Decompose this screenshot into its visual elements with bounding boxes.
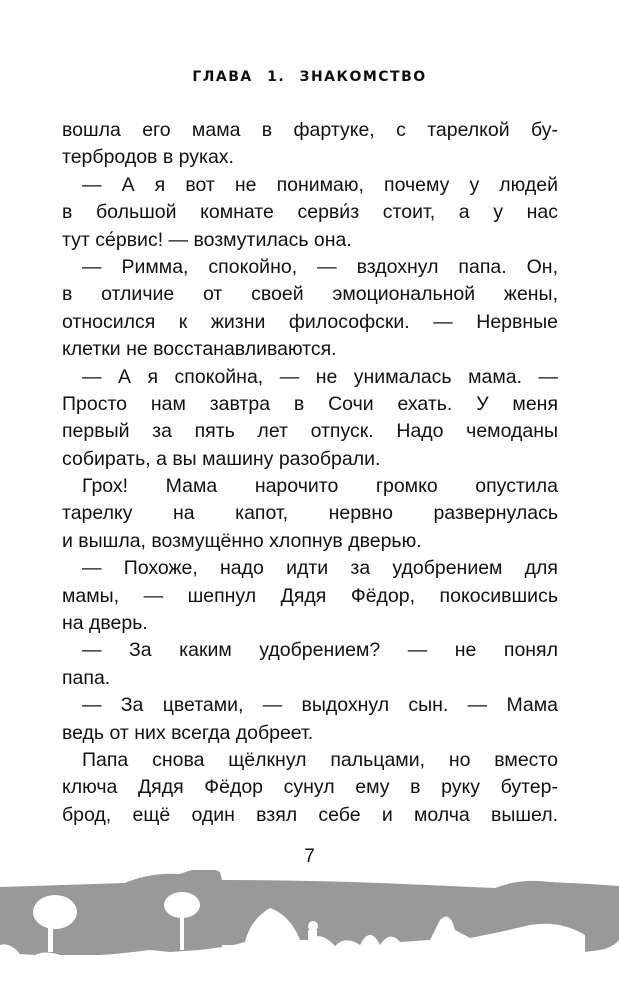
text-line: — За цветами, — выдохнул сын. — Мама [82,694,558,717]
text-line: и вышла, возмущённо хлопнув дверью. [62,529,422,552]
text-line: — А я спокойна, — не унималась мама. — [82,365,558,388]
tree-icon [33,895,77,929]
text-line: — Римма, спокойно, — вздохнул папа. Он, [82,255,558,278]
text-line: — За каким удобрением? — не понял [82,639,558,662]
text-line: в отличие от своей эмоциональной жены, [62,283,558,306]
text-line: относился к жизни философски. — Нервные [62,310,558,333]
text-line: брод, ещё один взял себе и молча вышел. [62,803,558,826]
text-line: первый за пять лет отпуск. Надо чемоданы [62,420,558,443]
body-text [62,117,558,829]
text-line: Грох! Мама нарочито громко опустила [82,475,558,498]
page-number: 7 [304,846,315,867]
text-line: тарелку на капот, нервно развернулась [62,502,558,525]
text-line: собирать, а вы машину разобрали. [62,447,381,470]
text-line: в большой комнате серви́з стоит, а у нас [62,201,558,224]
chapter-header: ГЛАВА 1. ЗНАКОМСТВО [192,69,427,85]
text-line: ведь от них всегда добреет. [62,721,314,744]
text-line: на дверь. [62,612,148,635]
scenery-illustration [0,870,619,970]
text-line: тут се́рвис! — возмутилась она. [62,228,352,251]
text-line: — А я вот не понимаю, почему у людей [82,173,558,196]
text-line: Просто нам завтра в Сочи ехать. У меня [62,392,558,415]
text-line: тербродов в руках. [62,146,234,169]
text-line: Папа снова щёлкнул пальцами, но вместо [82,748,558,771]
cat-figure-icon [308,921,318,931]
text-line: вошла его мама в фартуке, с тарелкой бу- [62,119,558,141]
text-line: мамы, — шепнул Дядя Фёдор, покосившись [62,584,558,607]
text-line: папа. [62,666,111,689]
text-line: — Похоже, надо идти за удобрением для [82,557,558,580]
text-line: клетки не восстанавливаются. [62,338,337,361]
text-line: ключа Дядя Фёдор сунул ему в руку бутер- [62,776,558,799]
